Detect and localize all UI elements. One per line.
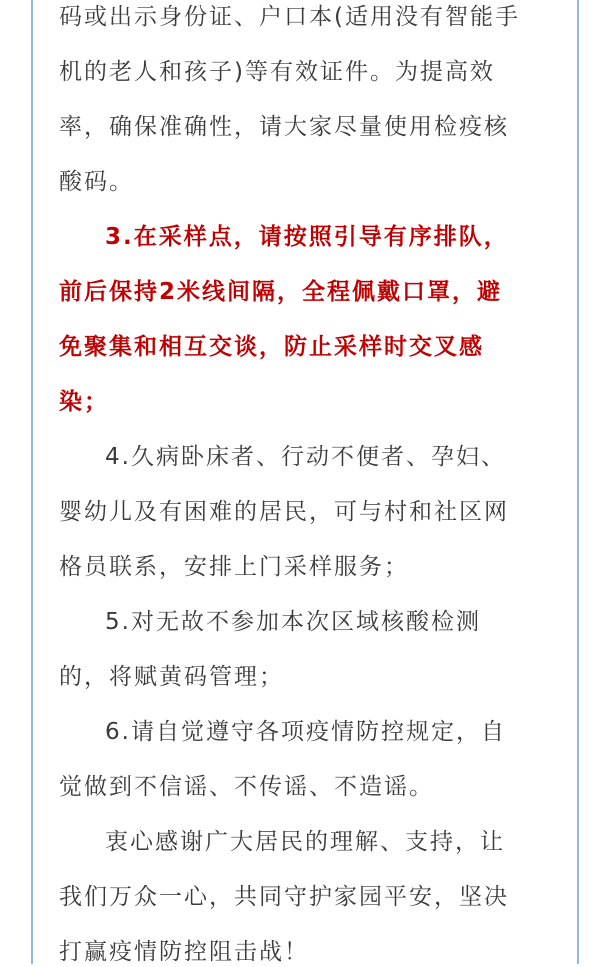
paragraph-id-line-4: 酸码。: [59, 169, 134, 195]
item-4-line-1: 4.久病卧床者、行动不便者、孕妇、: [105, 444, 506, 470]
paragraph-id-line-1: 码或出示身份证、户口本(适用没有智能手: [59, 4, 520, 30]
item-4-line-2: 婴幼儿及有困难的居民，可与村和社区网: [59, 499, 509, 525]
paragraph-id-line-2: 机的老人和孩子)等有效证件。为提高效: [59, 59, 495, 85]
item-3-line-4: 染；: [59, 389, 109, 415]
article-frame: [31, 0, 579, 964]
item-3-line-3: 免聚集和相互交谈，防止采样时交叉感: [59, 334, 484, 360]
thanks-line-1: 衷心感谢广大居民的理解、支持，让: [105, 829, 505, 855]
item-3-line-2: 前后保持2米线间隔，全程佩戴口罩，避: [59, 279, 503, 305]
item-5-line-1: 5.对无故不参加本次区域核酸检测: [105, 609, 481, 635]
thanks-line-3: 打赢疫情防控阻击战！: [59, 939, 309, 965]
thanks-line-2: 我们万众一心，共同守护家园平安，坚决: [59, 884, 509, 910]
item-4-line-3: 格员联系，安排上门采样服务；: [59, 554, 409, 580]
item-6-line-1: 6.请自觉遵守各项疫情防控规定，自: [105, 719, 506, 745]
paragraph-id-line-3: 率，确保准确性，请大家尽量使用检疫核: [59, 114, 509, 140]
item-6-line-2: 觉做到不信谣、不传谣、不造谣。: [59, 774, 434, 800]
item-5-line-2: 的，将赋黄码管理；: [59, 664, 284, 690]
item-3-line-1: 3.在采样点，请按照引导有序排队，: [105, 224, 509, 250]
